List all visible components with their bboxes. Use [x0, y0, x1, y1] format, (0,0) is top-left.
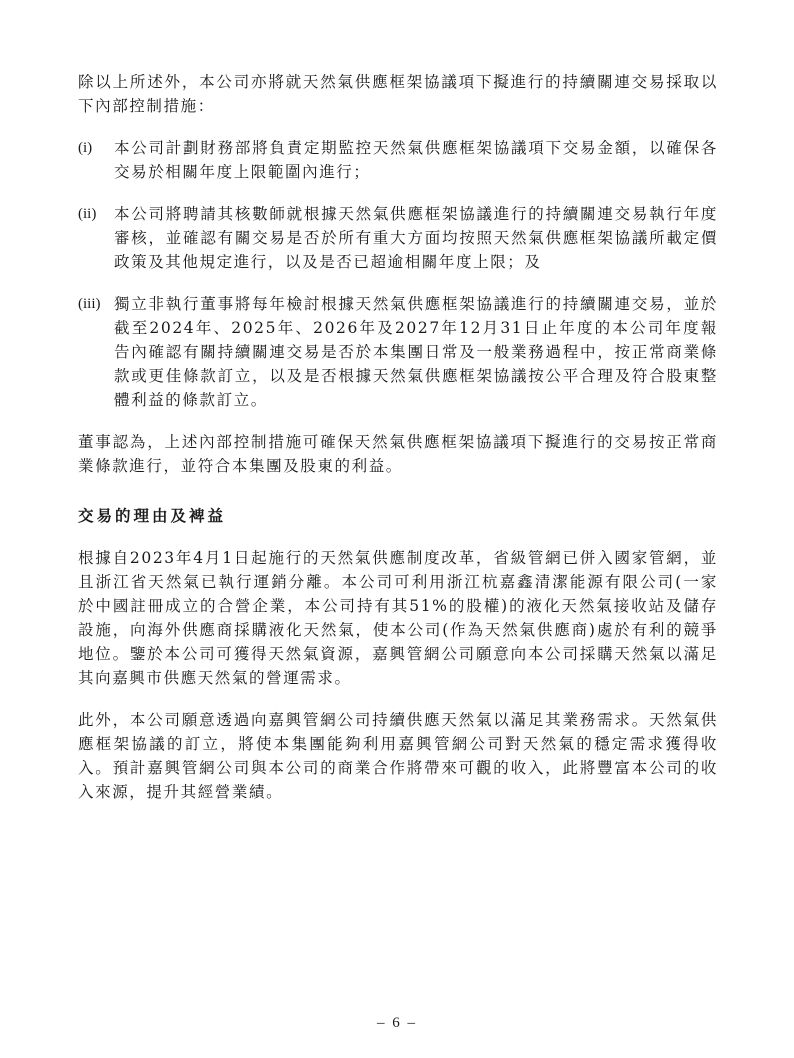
reasons-paragraph-1: 根據自2023年4月1日起施行的天然氣供應制度改革，省級管網已併入國家管網，並且浙江省天然氣已執行運銷分離。本公司可利用浙江杭嘉鑫清潔能源有限公司(一家於中國註冊成立的合營企業，本公司持有其51%的股權)的液化天然氣接收站及儲存設施，向海外供應商採購液化天然氣，使本公司(作為天然氣供應商)處於有利的競爭地位。鑒於本公司可獲得天然氣資源，嘉興管網公司願意向本公司採購天然氣以滿足其向嘉興市供應天然氣的營運需求。 — [78, 549, 718, 687]
page-number: – 6 – — [377, 1015, 417, 1031]
section-heading: 交易的理由及裨益 — [78, 507, 227, 525]
measure-text: 本公司計劃財務部將負責定期監控天然氣供應框架協議項下交易金額，以確保各交易於相關年度上限範圍內進行； — [114, 139, 718, 181]
list-marker: (iii) — [78, 296, 101, 312]
measure-item-1 — [78, 136, 718, 184]
measure-text: 獨立非執行董事將每年檢討根據天然氣供應框架協議進行的持續關連交易，並於截至2024年、2025年、2026年及2027年12月31日止年度的本公司年度報告內確認有關持續關連交易是否於本集團日常及一般業務過程中，按正常商業條款或更佳條款訂立，以及是否根據天然氣供應框架協議按公平合理及符合股東整體利益的條款訂立。 — [114, 295, 718, 409]
measure-text: 本公司將聘請其核數師就根據天然氣供應框架協議進行的持續關連交易執行年度審核，並確認有關交易是否於所有重大方面均按照天然氣供應框架協議所載定價政策及其他規定進行，以及是否已超逾相關年度上限；及 — [114, 205, 718, 271]
measure-item-3 — [78, 292, 718, 412]
list-marker: (ii) — [78, 206, 97, 222]
intro-paragraph: 除以上所述外，本公司亦將就天然氣供應框架協議項下擬進行的持續關連交易採取以下內部控制措施： — [78, 73, 718, 115]
reasons-paragraph-2: 此外，本公司願意透過向嘉興管網公司持續供應天然氣以滿足其業務需求。天然氣供應框架協議的訂立，將使本集團能夠利用嘉興管網公司對天然氣的穩定需求獲得收入。預計嘉興管網公司與本公司的商業合作將帶來可觀的收入，此將豐富本公司的收入來源，提升其經營業績。 — [78, 711, 718, 801]
conclusion-paragraph: 董事認為，上述內部控制措施可確保天然氣供應框架協議項下擬進行的交易按正常商業條款進行，並符合本集團及股東的利益。 — [78, 433, 718, 475]
measure-item-2 — [78, 202, 718, 274]
list-marker: (i) — [78, 140, 93, 156]
document-body — [78, 70, 718, 822]
